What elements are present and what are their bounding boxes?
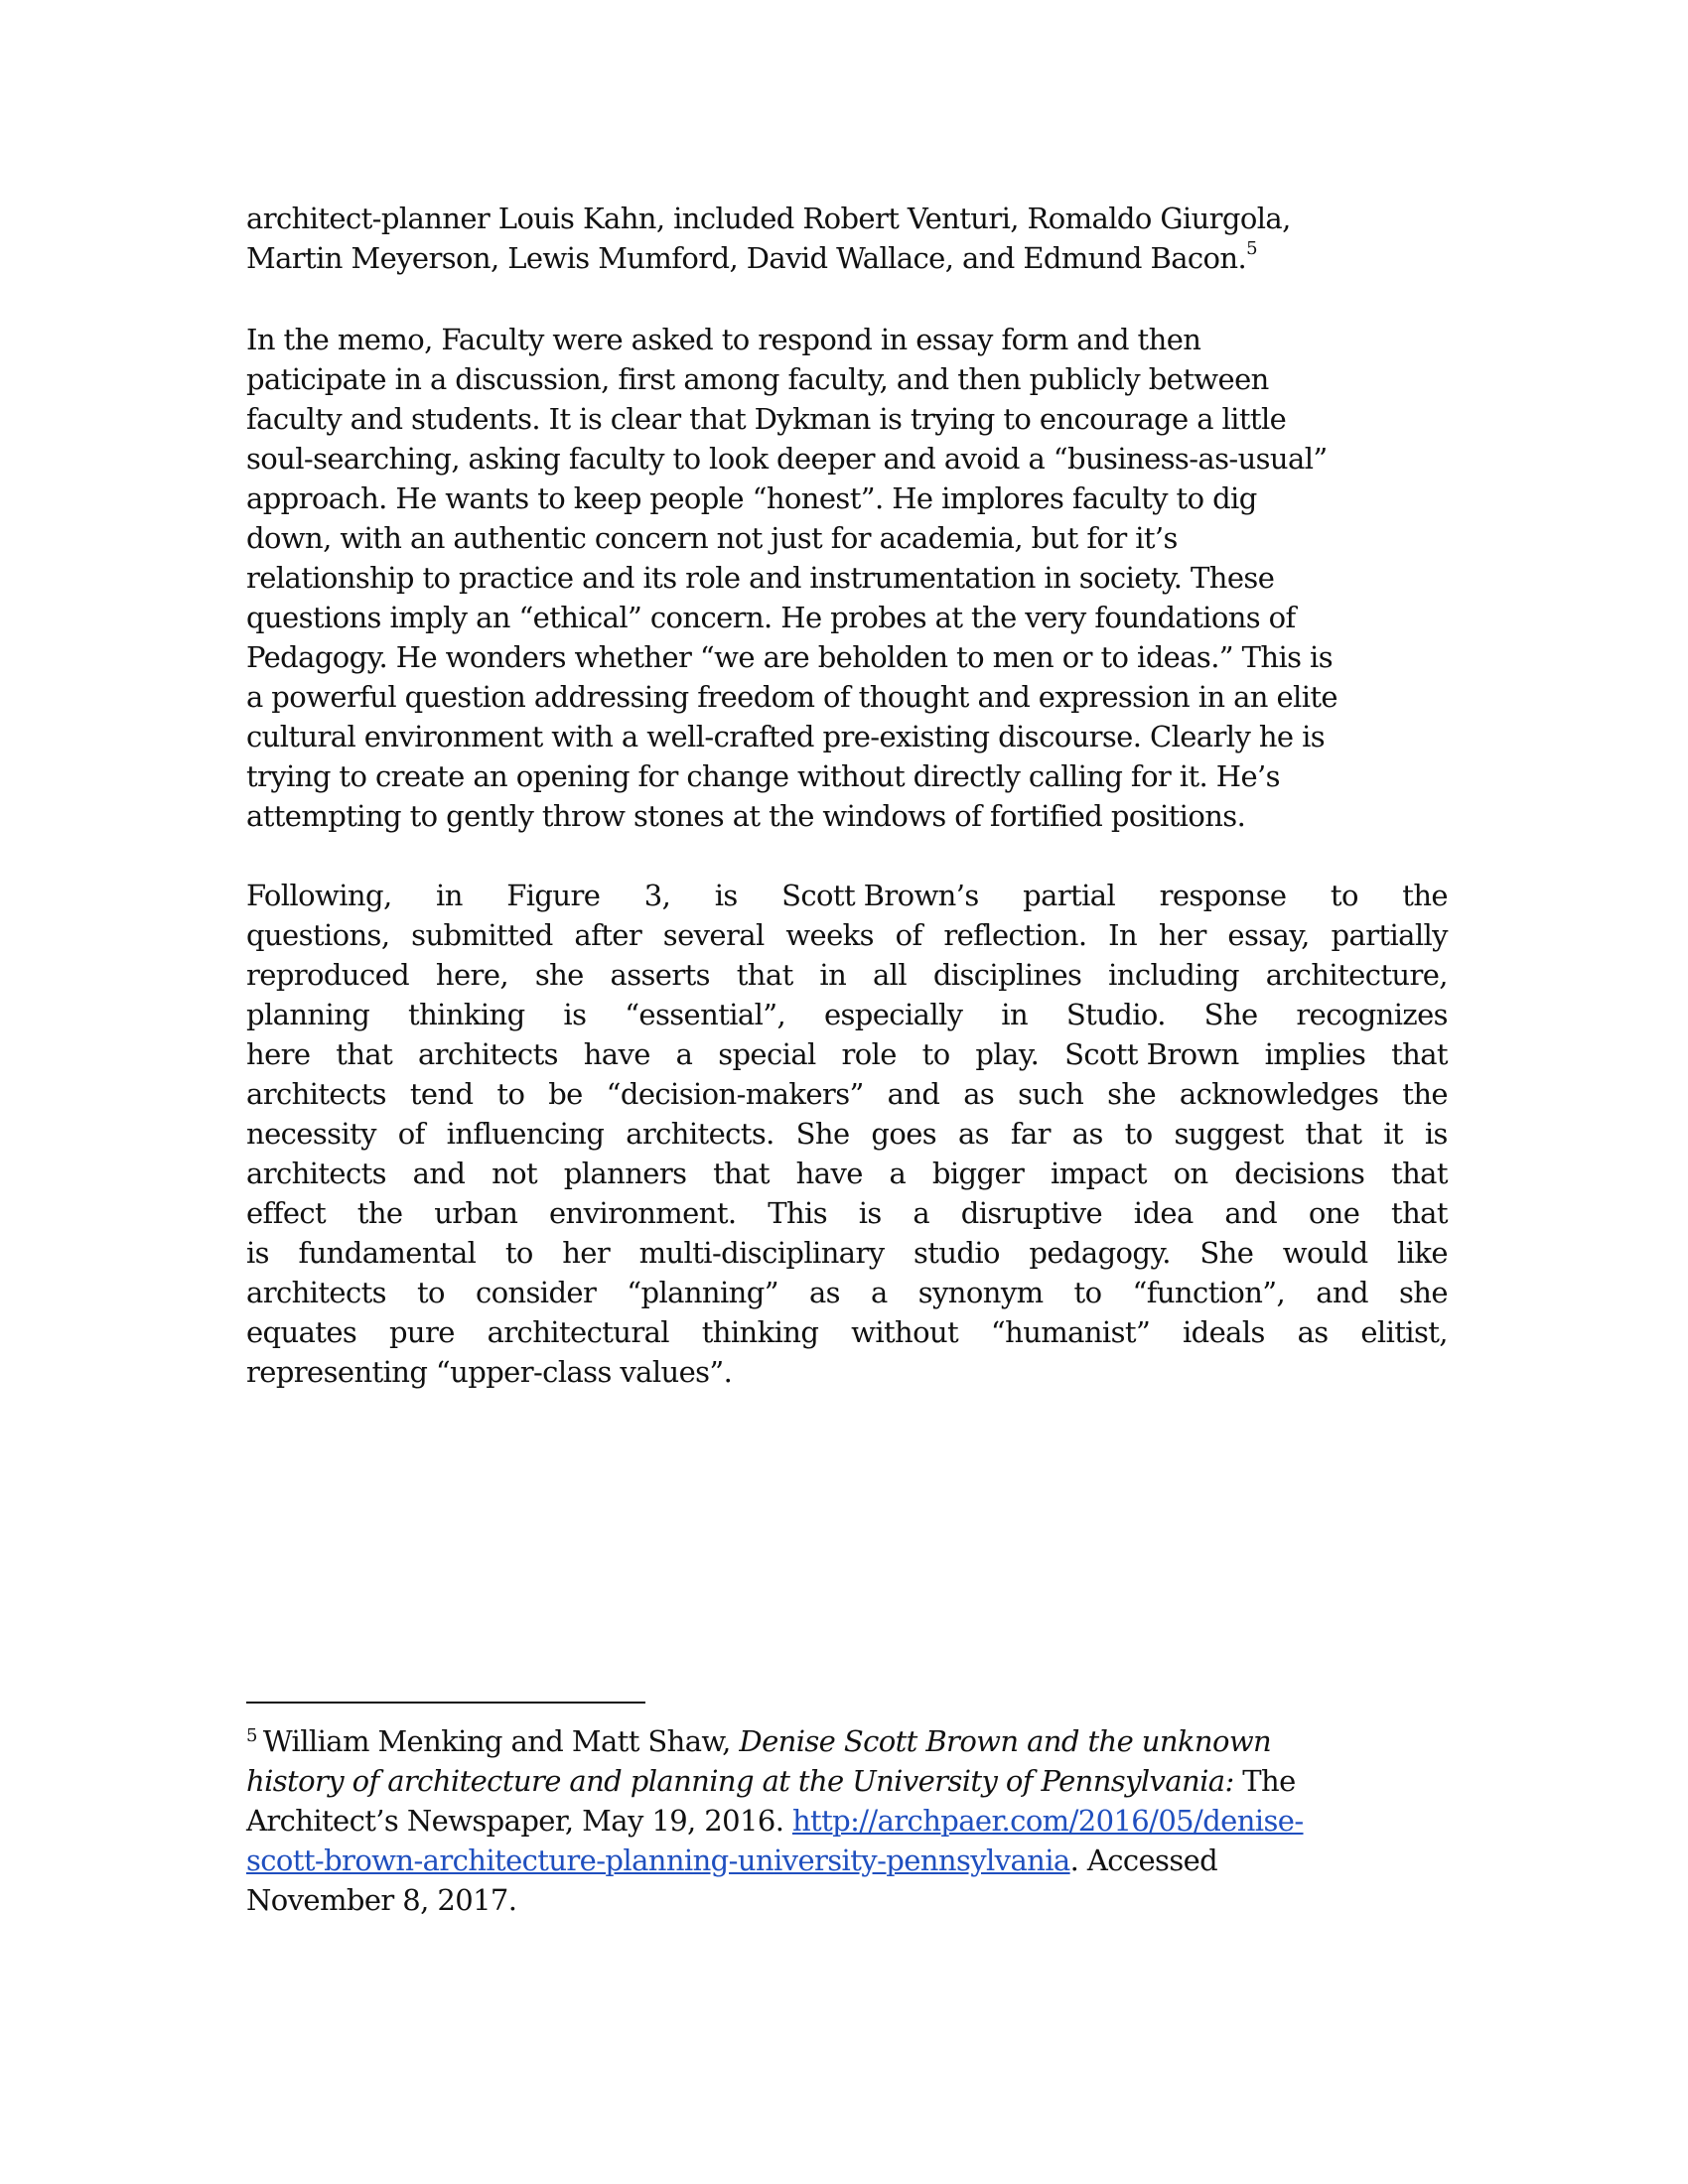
word: as	[957, 1117, 989, 1151]
word: as	[1071, 1117, 1103, 1151]
paragraph-2-line: a powerful question addressing freedom of thought and expression in an elite	[246, 680, 1337, 714]
footnote-accessed-part-1: . Accessed	[1069, 1843, 1218, 1877]
word: This	[768, 1196, 827, 1230]
word: of	[895, 918, 922, 952]
paragraph-2-line: Pedagogy. He wonders whether “we are beholden to men or to ideas.” This is	[246, 640, 1334, 674]
word: partially	[1331, 918, 1448, 952]
word: is	[563, 998, 587, 1031]
word: elitist,	[1360, 1315, 1448, 1349]
word: decisions	[1234, 1157, 1365, 1190]
word: that	[1391, 1157, 1448, 1190]
footnote-line	[246, 1721, 1448, 1761]
word: and	[412, 1157, 466, 1190]
word: the	[1402, 879, 1448, 912]
footnote-line: November 8, 2017.	[246, 1883, 517, 1917]
word: here	[246, 1037, 311, 1071]
word: equates	[246, 1315, 357, 1349]
paragraph-3-line	[246, 915, 1448, 955]
word: that	[1305, 1117, 1362, 1151]
paragraph-1-line: architect-planner Louis Kahn, included Robert Venturi, Romaldo Giurgola,	[246, 202, 1291, 235]
paragraph-3-line	[246, 1233, 1448, 1273]
word: have	[583, 1037, 650, 1071]
word: after	[574, 918, 642, 952]
word: disruptive	[960, 1196, 1103, 1230]
footnote-link-part-1[interactable]: http://archpaer.com/2016/05/denise-	[791, 1804, 1304, 1838]
paragraph-3-line	[246, 1154, 1448, 1193]
word: essay,	[1227, 918, 1310, 952]
word: implies	[1264, 1037, 1366, 1071]
paragraph-2-line: down, with an authentic concern not just for academia, but for it’s	[246, 521, 1178, 555]
word: that	[736, 958, 793, 992]
word: response	[1159, 879, 1287, 912]
word: necessity	[246, 1117, 376, 1151]
word: and	[1316, 1276, 1368, 1309]
paragraph-2-line: faculty and students. It is clear that Dykman is trying to encourage a little	[246, 402, 1287, 436]
word: all	[872, 958, 908, 992]
word: that	[713, 1157, 770, 1190]
word: fundamental	[298, 1236, 477, 1270]
paragraph-3-line	[246, 1034, 1448, 1074]
word: to	[416, 1276, 445, 1309]
word: she	[534, 958, 584, 992]
word: to	[1330, 879, 1358, 912]
paragraph-3-line	[246, 1074, 1448, 1114]
word: She	[1203, 998, 1258, 1031]
word: such	[1018, 1077, 1084, 1111]
word: that	[1391, 1196, 1448, 1230]
word: architects	[246, 1276, 386, 1309]
paragraph-2-line: relationship to practice and its role and instrumentation in society. These	[246, 561, 1275, 595]
word: architects	[417, 1037, 558, 1071]
word: Scott Brown	[1064, 1037, 1239, 1071]
paragraph-3	[246, 876, 1448, 1392]
paragraph-2	[246, 320, 1448, 836]
word: planners	[563, 1157, 687, 1190]
word: one	[1308, 1196, 1360, 1230]
word: is	[714, 879, 738, 912]
word: reflection.	[943, 918, 1087, 952]
word: as	[963, 1077, 995, 1111]
paragraph-2-line: In the memo, Faculty were asked to respond in essay form and then	[246, 323, 1201, 356]
word: ideals	[1182, 1315, 1265, 1349]
word: have	[795, 1157, 863, 1190]
word: without	[851, 1315, 959, 1349]
word: Figure	[506, 879, 601, 912]
paragraph-3-line	[246, 1193, 1448, 1233]
word: submitted	[411, 918, 553, 952]
word: architects	[246, 1077, 386, 1111]
word: influencing	[446, 1117, 605, 1151]
word: special	[718, 1037, 816, 1071]
paragraph-2-line: cultural environment with a well-crafted pre-existing discourse. Clearly he is	[246, 720, 1326, 753]
word: not	[492, 1157, 538, 1190]
footnote-title-part-2: history of architecture and planning at the University of Pennsylvania:	[246, 1764, 1234, 1798]
footnote-publisher-part-1: The	[1233, 1764, 1296, 1798]
word: play.	[975, 1037, 1040, 1071]
paragraph-2-line: attempting to gently throw stones at the windows of fortified positions.	[246, 799, 1246, 833]
word: her	[1158, 918, 1206, 952]
word: planning	[246, 998, 370, 1031]
word: consider	[475, 1276, 597, 1309]
paragraph-2-line: trying to create an opening for change without directly calling for it. He’s	[246, 759, 1280, 793]
footnote-line	[246, 1801, 1448, 1841]
word: she	[1107, 1077, 1156, 1111]
word: to	[504, 1236, 533, 1270]
paragraph-1-line	[246, 238, 1448, 278]
word: Following,	[246, 879, 392, 912]
word: goes	[871, 1117, 937, 1151]
word: a	[675, 1037, 693, 1071]
word: her	[562, 1236, 611, 1270]
word: the	[356, 1196, 403, 1230]
word: multi-disciplinary	[638, 1236, 885, 1270]
word: a	[889, 1157, 907, 1190]
word: is	[1424, 1117, 1448, 1151]
word: synonym	[917, 1276, 1044, 1309]
word: partial	[1023, 879, 1116, 912]
word: to	[496, 1077, 525, 1111]
word: be	[548, 1077, 583, 1111]
word: on	[1173, 1157, 1208, 1190]
word: thinking	[408, 998, 525, 1031]
paragraph-2-line: soul-searching, asking faculty to look deeper and avoid a “business-as-usual”	[246, 442, 1328, 476]
word: reproduced	[246, 958, 410, 992]
word: and	[887, 1077, 940, 1111]
word: that	[1391, 1037, 1448, 1071]
word: architects	[246, 1157, 386, 1190]
word: is	[246, 1236, 269, 1270]
paragraph-3-line	[246, 955, 1448, 995]
word: In	[1108, 918, 1138, 952]
word: a	[871, 1276, 888, 1309]
paragraph-3-line	[246, 995, 1448, 1034]
paragraph-2-line: paticipate in a discussion, first among faculty, and then publicly between	[246, 362, 1269, 396]
word: urban	[434, 1196, 518, 1230]
word: Studio.	[1065, 998, 1166, 1031]
word: the	[1402, 1077, 1448, 1111]
word: role	[841, 1037, 897, 1071]
word: in	[1001, 998, 1029, 1031]
paragraph-3-line	[246, 876, 1448, 915]
paragraph-3-line	[246, 1114, 1448, 1154]
word: of	[397, 1117, 425, 1151]
word: pure	[388, 1315, 455, 1349]
word: “planning”	[627, 1276, 778, 1309]
word: impact	[1051, 1157, 1147, 1190]
word: “decision-makers”	[606, 1077, 864, 1111]
word: “essential”,	[625, 998, 786, 1031]
word: “function”,	[1132, 1276, 1286, 1309]
word: She	[1199, 1236, 1254, 1270]
paragraph-3-last-line: representing “upper-class values”.	[246, 1355, 733, 1389]
word: in	[436, 879, 463, 912]
word: recognizes	[1296, 998, 1448, 1031]
word: as	[808, 1276, 840, 1309]
word: would	[1282, 1236, 1368, 1270]
word: to	[921, 1037, 950, 1071]
paragraph-3-line	[246, 1312, 1448, 1352]
word: questions,	[246, 918, 390, 952]
word: tend	[409, 1077, 474, 1111]
word: asserts	[610, 958, 710, 992]
footnote-number: 5	[246, 1725, 257, 1746]
word: is	[858, 1196, 882, 1230]
word: architecture,	[1265, 958, 1448, 992]
footnote-title-part-1: Denise Scott Brown and the unknown	[739, 1724, 1272, 1758]
paragraph-1	[246, 199, 1448, 278]
word: especially	[823, 998, 963, 1031]
paragraph-1-line-text: Martin Meyerson, Lewis Mumford, David Wallace, and Edmund Bacon.	[246, 241, 1247, 275]
footnote-separator	[246, 1702, 645, 1704]
word: including	[1108, 958, 1239, 992]
footnote-publisher-part-2: Architect’s Newspaper, May 19, 2016.	[246, 1804, 792, 1838]
word: weeks	[785, 918, 874, 952]
paragraph-3-line	[246, 1273, 1448, 1312]
word: and	[1224, 1196, 1278, 1230]
word: studio	[914, 1236, 1000, 1270]
word: to	[1124, 1117, 1153, 1151]
word: architects.	[626, 1117, 774, 1151]
footnote	[246, 1721, 1448, 1920]
word: disciplines	[932, 958, 1082, 992]
paragraph-3-justified-lines	[246, 876, 1448, 1352]
footnote-line	[246, 1761, 1448, 1801]
word: as	[1297, 1315, 1329, 1349]
word: Scott Brown’s	[781, 879, 979, 912]
word: suggest	[1174, 1117, 1284, 1151]
word: environment.	[548, 1196, 737, 1230]
word: acknowledges	[1179, 1077, 1379, 1111]
word: here,	[435, 958, 509, 992]
word: a	[913, 1196, 930, 1230]
word: architectural	[487, 1315, 669, 1349]
paragraph-2-line: approach. He wants to keep people “honest”. He implores faculty to dig	[246, 481, 1257, 515]
word: “humanist”	[990, 1315, 1151, 1349]
word: like	[1397, 1236, 1448, 1270]
word: in	[819, 958, 847, 992]
word: idea	[1133, 1196, 1194, 1230]
footnote-reference: 5	[1246, 238, 1257, 259]
word: pedagogy.	[1029, 1236, 1171, 1270]
word: effect	[246, 1196, 327, 1230]
footnote-authors: William Menking and Matt Shaw,	[262, 1724, 740, 1758]
word: She	[795, 1117, 850, 1151]
word: 3,	[643, 879, 671, 912]
footnote-link-part-2[interactable]: scott-brown-architecture-planning-university-pennsylvania	[246, 1843, 1070, 1877]
word: thinking	[701, 1315, 819, 1349]
word: far	[1010, 1117, 1051, 1151]
word: it	[1383, 1117, 1403, 1151]
footnote-line	[246, 1841, 1448, 1880]
word: she	[1398, 1276, 1448, 1309]
word: bigger	[931, 1157, 1025, 1190]
paragraph-2-line: questions imply an “ethical” concern. He probes at the very foundations of	[246, 601, 1296, 634]
word: that	[336, 1037, 393, 1071]
word: several	[662, 918, 765, 952]
word: to	[1073, 1276, 1102, 1309]
